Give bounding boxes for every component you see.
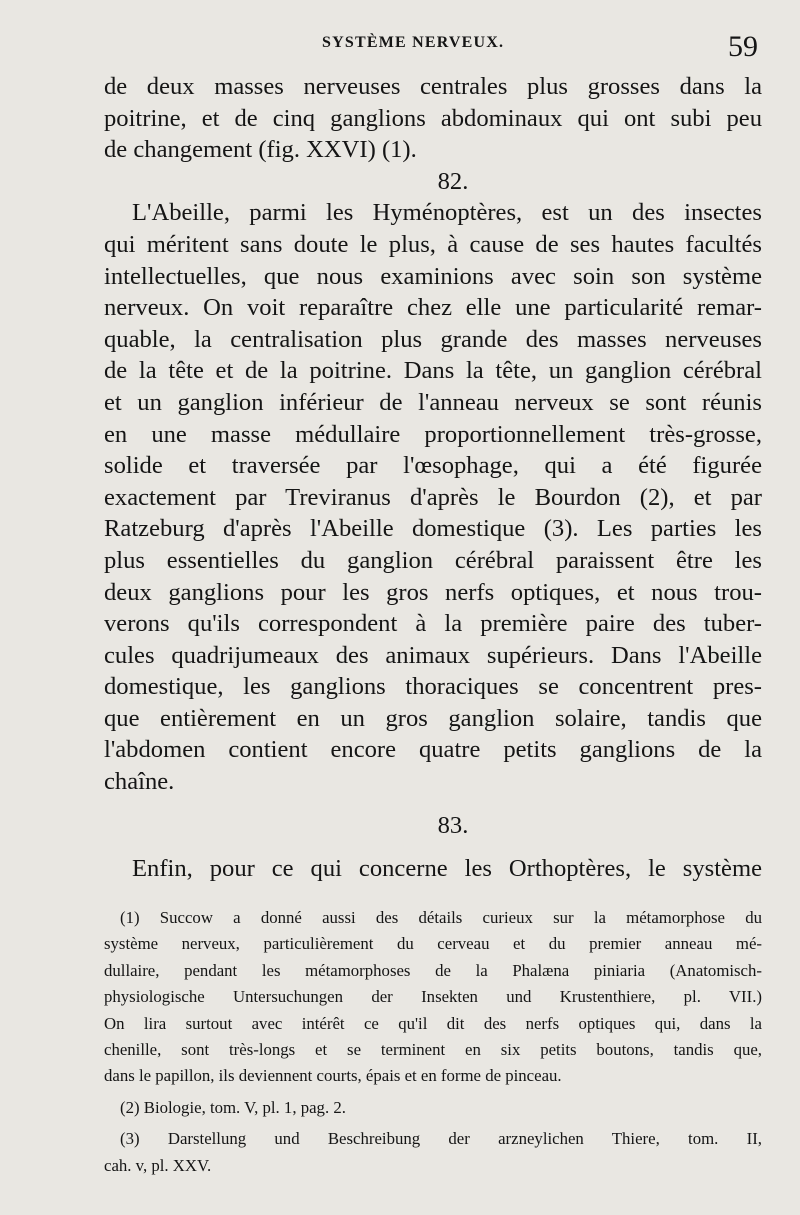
main-text	[104, 71, 762, 885]
footnotes	[104, 905, 762, 1179]
text-line: et un ganglion inférieur de l'anneau nerveux se sont réunis	[104, 388, 762, 416]
footnote-2: (2) Biologie, tom. V, pl. 1, pag. 2.	[120, 1097, 346, 1117]
footnote-line: dullaire, pendant les métamorphoses de la Phalæna piniaria (Anatomisch-	[104, 960, 762, 980]
text-line: de changement (fig. XXVI) (1).	[104, 136, 417, 164]
text-line: chaîne.	[104, 768, 175, 796]
text-line: de la tête et de la poitrine. Dans la tête, un ganglion cérébral	[104, 357, 762, 385]
text-line: Enfin, pour ce qui concerne les Orthoptères, le système	[132, 855, 762, 883]
footnote-line: On lira surtout avec intérêt ce qu'il dit des nerfs optiques qui, dans la	[104, 1013, 762, 1033]
text-line: verons qu'ils correspondent à la première paire des tuber-	[104, 610, 762, 638]
text-line: solide et traversée par l'œsophage, qui a été figurée	[104, 452, 762, 480]
spacer	[104, 841, 762, 853]
spacer	[104, 798, 762, 810]
text-line: intellectuelles, que nous examinions avec soin son système	[104, 262, 762, 290]
text-line: de deux masses nerveuses centrales plus grosses dans la	[104, 73, 762, 100]
footnote-line: chenille, sont très-longs et se terminent en six petits boutons, tandis que,	[104, 1039, 762, 1059]
text-line: nerveux. On voit reparaître chez elle une particularité remar-	[104, 294, 762, 322]
text-line: deux ganglions pour les gros nerfs optiques, et nous trou-	[104, 578, 762, 606]
footnote-line: dans le papillon, ils deviennent courts, épais et en forme de pinceau.	[104, 1066, 562, 1086]
text-line: poitrine, et de cinq ganglions abdominaux qui ont subi peu	[104, 104, 762, 132]
text-line: quable, la centralisation plus grande des masses nerveuses	[104, 325, 762, 353]
text-line: exactement par Treviranus d'après le Bourdon (2), et par	[104, 483, 762, 511]
footnote-line: système nerveux, particulièrement du cerveau et du premier anneau mé-	[104, 934, 762, 954]
text-line: qui méritent sans doute le plus, à cause de ses hautes facultés	[104, 230, 762, 258]
text-line: plus essentielles du ganglion cérébral paraissent être les	[104, 546, 762, 574]
footnote-line: (3) Darstellung und Beschreibung der arzneylichen Thiere, tom. II,	[120, 1129, 762, 1149]
text-line: L'Abeille, parmi les Hyménoptères, est un des insectes	[132, 199, 762, 227]
text-line: l'abdomen contient encore quatre petits ganglions de la	[104, 736, 762, 764]
running-head: SYSTÈME NERVEUX.	[322, 34, 505, 51]
footnote-line: (1) Succow a donné aussi des détails curieux sur la métamorphose du	[120, 908, 762, 927]
text-line: cules quadrijumeaux des animaux supérieurs. Dans l'Abeille	[104, 641, 762, 669]
text-line: domestique, les ganglions thoraciques se concentrent pres-	[104, 673, 762, 701]
text-line: Ratzeburg d'après l'Abeille domestique (3). Les parties les	[104, 515, 762, 543]
section-number-83: 83.	[437, 811, 469, 839]
footnote-line: physiologische Untersuchungen der Insekten und Krustenthiere, pl. VII.)	[104, 987, 762, 1007]
section-number-82: 82.	[437, 167, 469, 195]
text-line: que entièrement en un gros ganglion solaire, tandis que	[104, 704, 762, 732]
page-number: 59	[728, 30, 758, 63]
text-line: en une masse médullaire proportionnellement très-grosse,	[104, 420, 762, 448]
footnote-line: cah. v, pl. XXV.	[104, 1155, 212, 1175]
